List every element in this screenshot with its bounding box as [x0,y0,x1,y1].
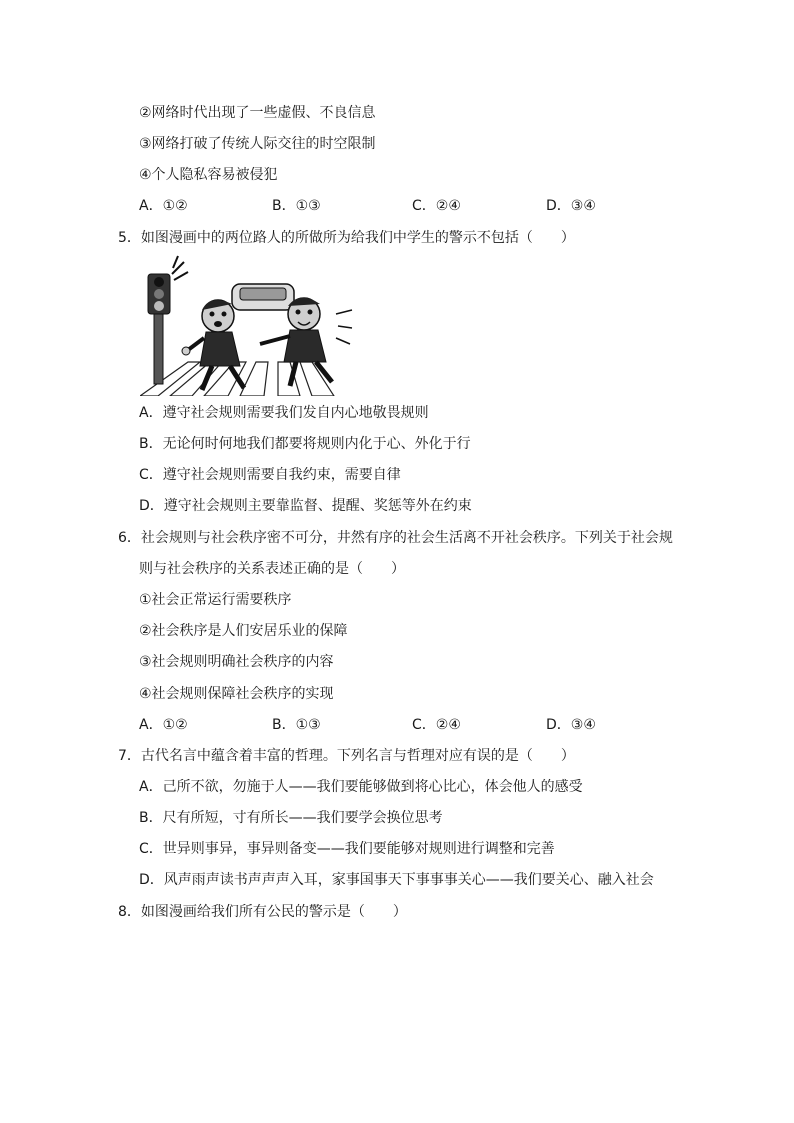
q5-choice-d: D．遵守社会规则主要靠监督、提醒、奖惩等外在约束 [139,498,472,514]
q7-choice-c: C．世异则事异，事异则备变——我们要能够对规则进行调整和完善 [139,841,555,857]
q5-choice-c: C．遵守社会规则需要自我约束，需要自律 [139,467,401,483]
q6-item-1: ①社会正常运行需要秩序 [139,592,292,608]
q5-choice-a: A．遵守社会规则需要我们发自内心地敬畏规则 [139,405,429,421]
q7-choice-d: D．风声雨声读书声声声入耳，家事国事天下事事事关心——我们要关心、融入社会 [139,872,654,888]
q4-option-b: B．①③ [272,198,321,214]
q6-option-c: C．②④ [412,717,461,733]
q4-option-c: C．②④ [412,198,461,214]
q4-item-3: ③网络打破了传统人际交往的时空限制 [139,136,376,152]
q4-option-d: D．③④ [546,198,596,214]
q4-item-2: ②网络时代出现了一些虚假、不良信息 [139,105,376,121]
cartoon-jaywalking-image [140,254,354,396]
q6-option-d: D．③④ [546,717,596,733]
q5-choice-b: B．无论何时何地我们都要将规则内化于心、外化于行 [139,436,471,452]
q6-item-3: ③社会规则明确社会秩序的内容 [139,654,334,670]
q4-item-4: ④个人隐私容易被侵犯 [139,167,278,183]
q5-stem: 5．如图漫画中的两位路人的所做所为给我们中学生的警示不包括（ ） [118,230,575,246]
q7-stem: 7．古代名言中蕴含着丰富的哲理。下列名言与哲理对应有误的是（ ） [118,748,575,764]
q6-item-2: ②社会秩序是人们安居乐业的保障 [139,623,348,639]
q8-stem: 8．如图漫画给我们所有公民的警示是（ ） [118,904,407,920]
q6-item-4: ④社会规则保障社会秩序的实现 [139,686,334,702]
q6-option-b: B．①③ [272,717,321,733]
q4-option-a: A．①② [139,198,188,214]
q7-choice-a: A．己所不欲，勿施于人——我们要能够做到将心比心，体会他人的感受 [139,779,583,795]
q6-stem-line1: 6．社会规则与社会秩序密不可分，井然有序的社会生活离不开社会秩序。下列关于社会规 [118,530,673,546]
q7-choice-b: B．尺有所短，寸有所长——我们要学会换位思考 [139,810,443,826]
q6-option-a: A．①② [139,717,188,733]
q6-stem-line2: 则与社会秩序的关系表述正确的是（ ） [139,561,405,577]
